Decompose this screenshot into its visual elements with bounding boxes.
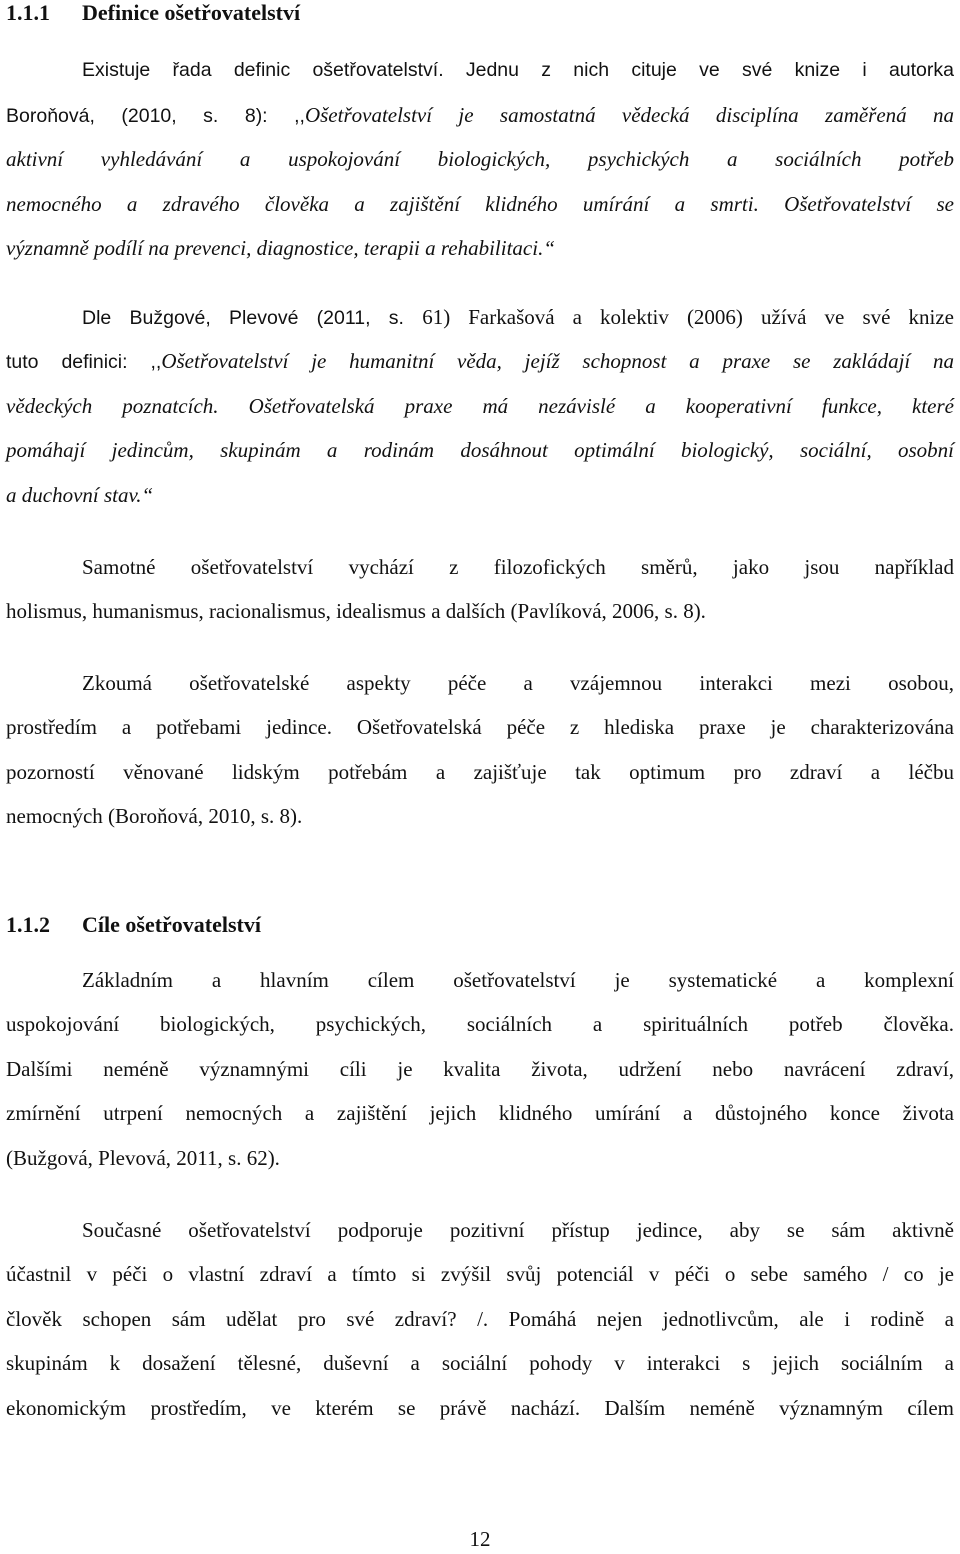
paragraph-line: Základním a hlavním cílem ošetřovatelství je systematické a komplexní [82,968,954,992]
paragraph-line: Dalšími neméně významnými cíli je kvalita života, udržení nebo navrácení zdraví, [6,1057,954,1081]
paragraph-line: člověk schopen sám udělat pro své zdraví? /. Pomáhá nejen jednotlivcům, ale i rodině a [6,1307,954,1331]
section-title: Cíle ošetřovatelství [82,912,261,937]
paragraph-line: Samotné ošetřovatelství vychází z filozofických směrů, jako jsou například [82,555,954,579]
section-number: 1.1.2 [6,912,50,937]
paragraph-line: tuto definici: ,,Ošetřovatelství je humanitní věda, jejíž schopnost a praxe se zakládají na [6,349,954,373]
paragraph-line: a duchovní stav.“ [6,483,154,507]
section-heading-1-1-1 [6,0,300,26]
paragraph-line: Současné ošetřovatelství podporuje pozitivní přístup jedince, aby se sám aktivně [82,1218,954,1242]
paragraph-line: skupinám k dosažení tělesné, duševní a sociální pohody v interakci s jejich sociálním a [6,1351,954,1375]
paragraph-line: nemocných (Boroňová, 2010, s. 8). [6,804,303,828]
section-number: 1.1.1 [6,0,50,25]
paragraph-line: nemocného a zdravého člověka a zajištění klidného umírání a smrti. Ošetřovatelství se [6,192,954,216]
paragraph-line: Zkoumá ošetřovatelské aspekty péče a vzájemnou interakci mezi osobou, [82,671,954,695]
paragraph-line: účastnil v péči o vlastní zdraví a tímto si zvýšil svůj potenciál v péči o sebe samého / co je [6,1262,954,1286]
paragraph-line: pomáhají jedincům, skupinám a rodinám dosáhnout optimální biologický, sociální, osobní [6,438,954,462]
paragraph-line: (Bužgová, Plevová, 2011, s. 62). [6,1146,280,1170]
paragraph-line: významně podílí na prevenci, diagnostice, terapii a rehabilitaci.“ [6,236,556,260]
page-number: 12 [469,1527,491,1551]
section-title: Definice ošetřovatelství [82,0,301,25]
paragraph-line: holismus, humanismus, racionalismus, idealismus a dalších (Pavlíková, 2006, s. 8). [6,599,706,623]
paragraph-line: zmírnění utrpení nemocných a zajištění jejich klidného umírání a důstojného konce života [6,1101,954,1125]
paragraph-line: vědeckých poznatcích. Ošetřovatelská praxe má nezávislé a kooperativní funkce, které [6,394,954,418]
paragraph-line: Boroňová, (2010, s. 8): ,,Ošetřovatelství je samostatná vědecká disciplína zaměřená na [6,103,955,127]
paragraph-line: ekonomickým prostředím, ve kterém se právě nachází. Dalším neméně významným cílem [6,1396,954,1420]
paragraph-line: uspokojování biologických, psychických, sociálních a spirituálních potřeb člověka. [6,1012,954,1036]
paragraph-line: prostředím a potřebami jedince. Ošetřovatelská péče z hlediska praxe je charakterizována [6,715,954,739]
paragraph-line: Existuje řada definic ošetřovatelství. Jednu z nich cituje ve své knize i autorka [82,59,954,81]
quote-text: Ošetřovatelství je samostatná vědecká disciplína zaměřená na [304,103,955,127]
paragraph-line: aktivní vyhledávání a uspokojování biologických, psychických a sociálních potřeb [6,147,954,171]
paragraph-line: pozorností věnované lidským potřebám a zajišťuje tak optimum pro zdraví a léčbu [6,760,954,784]
paragraph-line: Dle Bužgové, Plevové (2011, s. 61) Farkašová a kolektiv (2006) užívá ve své knize [82,305,955,329]
section-heading-1-1-2 [6,912,261,938]
